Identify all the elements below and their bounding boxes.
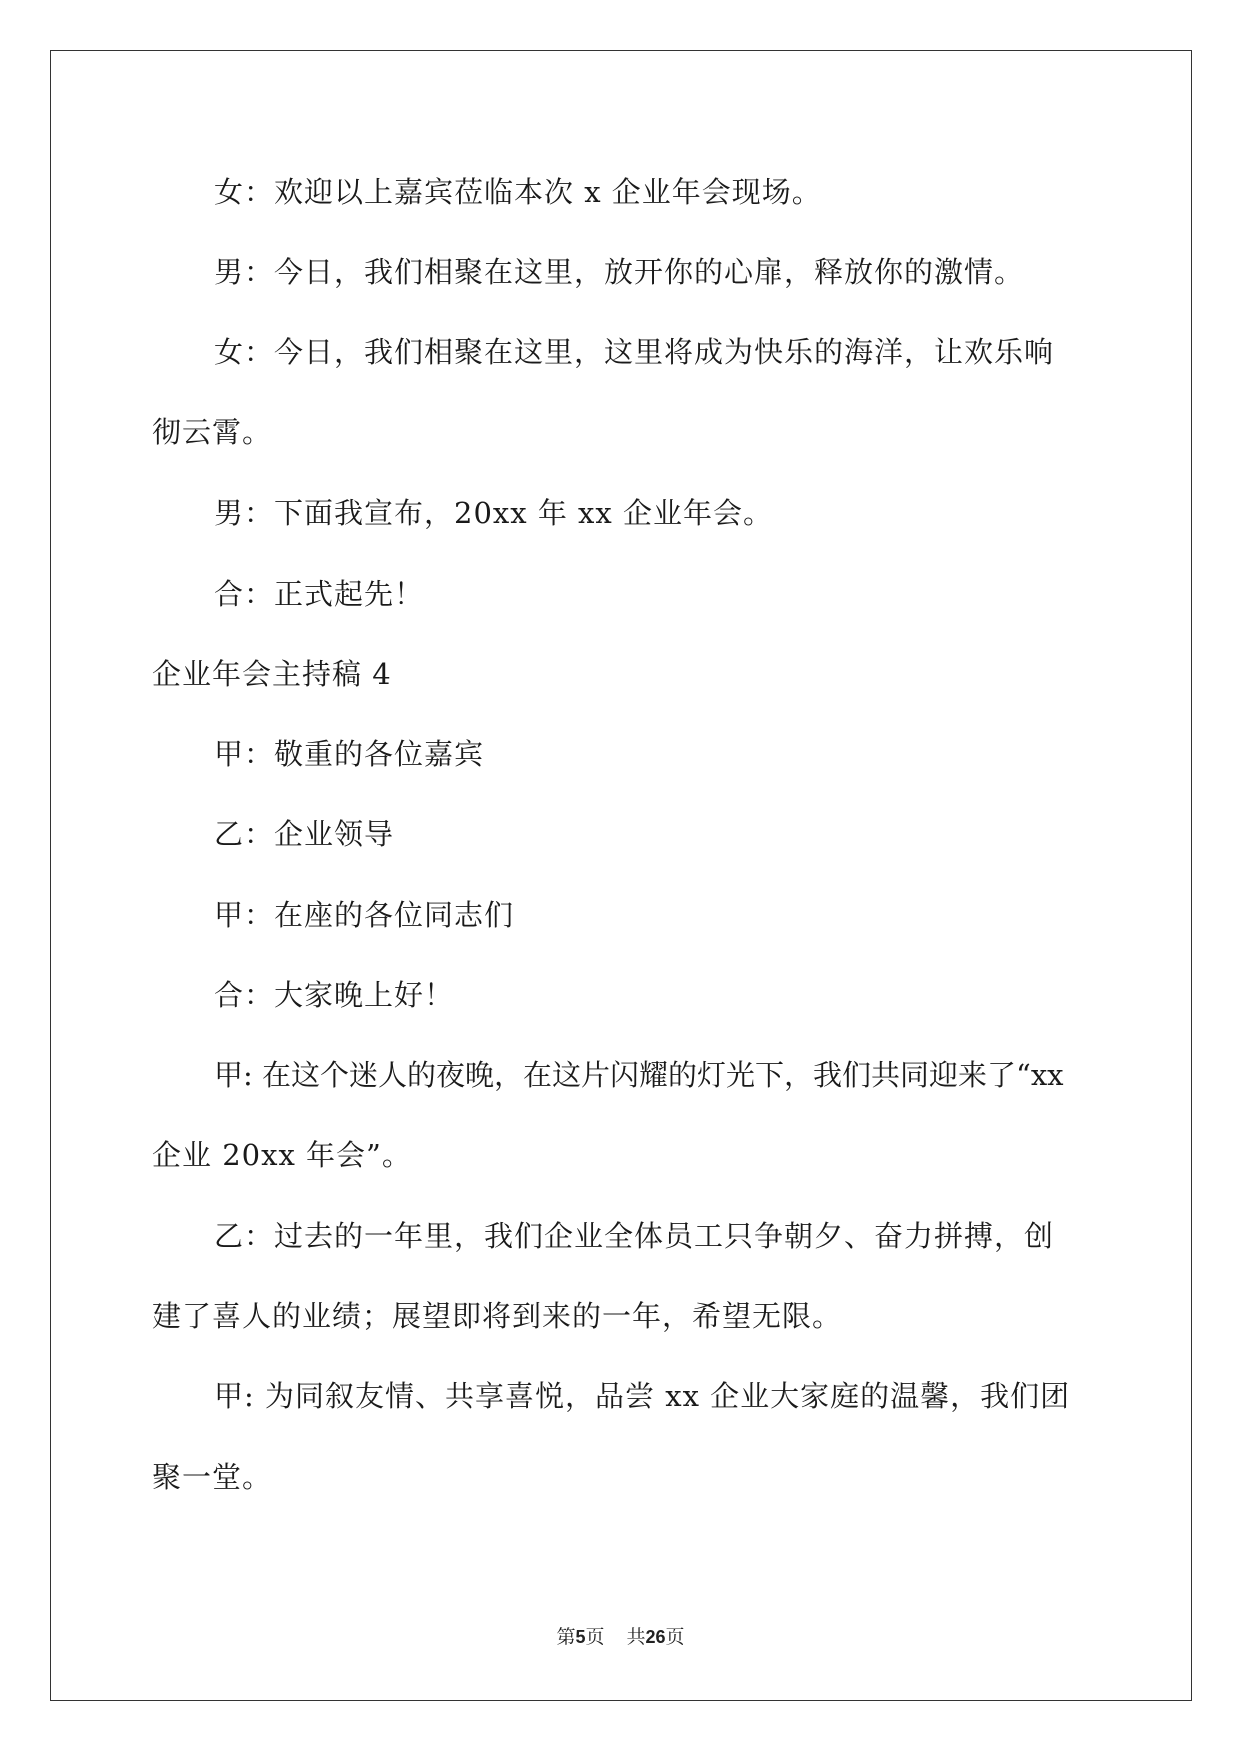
paragraph-line: 聚一堂。 [152, 1460, 273, 1494]
total-suffix: 页 [665, 1627, 685, 1648]
paragraph-line: 女：今日，我们相聚在这里，这里将成为快乐的海洋，让欢乐响 [214, 335, 1055, 369]
paragraph-line: 建了喜人的业绩；展望即将到来的一年，希望无限。 [152, 1299, 843, 1333]
paragraph-line: 女：欢迎以上嘉宾莅临本次 x 企业年会现场。 [214, 175, 822, 209]
page-suffix: 页 [585, 1627, 605, 1648]
total-pages: 26 [645, 1627, 666, 1647]
paragraph-line: 甲: 为同叙友情、共享喜悦，品尝 xx 企业大家庭的温馨，我们团 [214, 1379, 1071, 1413]
paragraph-line: 乙：企业领导 [214, 817, 395, 851]
page-number: 5 [575, 1627, 586, 1647]
paragraph-line: 男：今日，我们相聚在这里，放开你的心扉，释放你的激情。 [214, 255, 1025, 289]
paragraph-line: 合：大家晚上好！ [214, 978, 455, 1012]
page-border [50, 50, 1192, 1701]
paragraph-line: 乙：过去的一年里，我们企业全体员工只争朝夕、奋力拼搏，创 [214, 1219, 1055, 1253]
paragraph-line: 甲: 在这个迷人的夜晚，在这片闪耀的灯光下，我们共同迎来了“xx [214, 1058, 1064, 1092]
paragraph-line: 甲：在座的各位同志们 [214, 898, 515, 932]
total-prefix: 共 [626, 1627, 646, 1648]
paragraph-line: 彻云霄。 [152, 415, 273, 449]
paragraph-line: 合：正式起先！ [214, 577, 425, 611]
section-heading: 企业年会主持稿 4 [152, 657, 392, 691]
page-footer [0, 1625, 1241, 1650]
paragraph-line: 甲：敬重的各位嘉宾 [214, 737, 485, 771]
paragraph-line: 企业 20xx 年会”。 [152, 1138, 412, 1172]
paragraph-line: 男：下面我宣布，20xx 年 xx 企业年会。 [214, 496, 773, 530]
page-prefix: 第 [556, 1627, 576, 1648]
